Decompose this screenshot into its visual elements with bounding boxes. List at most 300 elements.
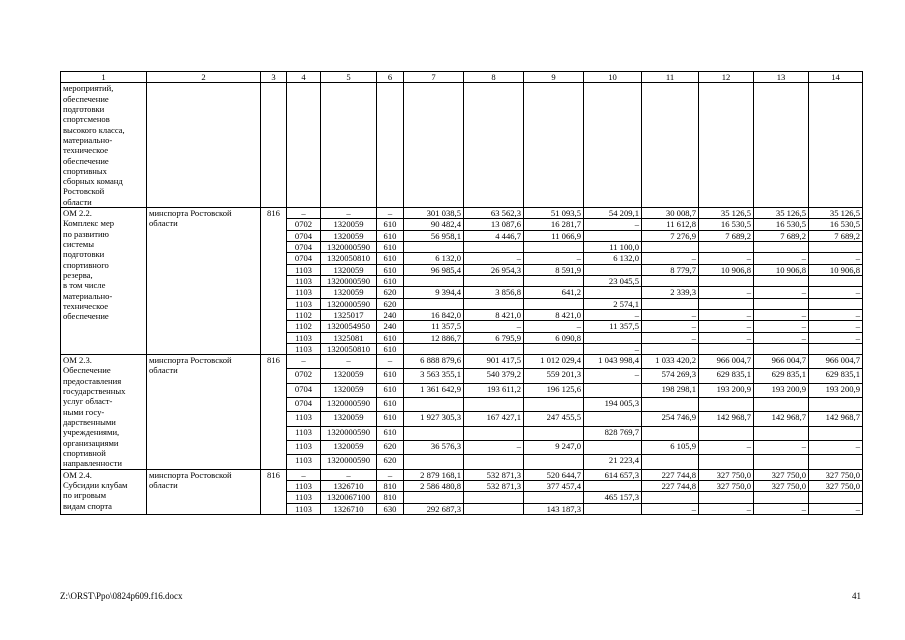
- table-cell: 610: [377, 332, 404, 343]
- measure-title-line: услуг област-: [63, 396, 113, 407]
- table-cell: –: [699, 332, 754, 343]
- table-cell: –: [377, 355, 404, 369]
- table-cell: 254 746,9: [642, 412, 699, 426]
- table-cell: 1325017: [321, 309, 377, 320]
- table-cell: –: [699, 309, 754, 320]
- table-cell: [809, 398, 863, 412]
- table-cell: 1320000590: [321, 426, 377, 440]
- table-cell: 9 394,4: [404, 287, 464, 298]
- table-cell: 3 563 355,1: [404, 369, 464, 383]
- table-cell: 1320054950: [321, 321, 377, 332]
- table-cell: –: [699, 440, 754, 454]
- header-cell: 9: [524, 72, 584, 83]
- empty-cell: [524, 83, 584, 208]
- table-cell: [809, 242, 863, 253]
- table-cell: [754, 242, 809, 253]
- table-cell: 12 886,7: [404, 332, 464, 343]
- table-cell: [754, 492, 809, 503]
- table-cell: [699, 426, 754, 440]
- grbs-code-cell: 816: [261, 208, 287, 355]
- table-cell: 629 835,1: [809, 369, 863, 383]
- table-cell: 11 357,5: [404, 321, 464, 332]
- table-cell: 1326710: [321, 480, 377, 491]
- table-cell: [809, 426, 863, 440]
- header-cell: 2: [147, 72, 261, 83]
- table-cell: 301 038,5: [404, 208, 464, 219]
- table-cell: 1320000590: [321, 275, 377, 286]
- table-cell: [464, 398, 524, 412]
- table-cell: 6 795,9: [464, 332, 524, 343]
- table-cell: 1320000590: [321, 455, 377, 469]
- table-cell: 1103: [287, 287, 321, 298]
- table-cell: 30 008,7: [642, 208, 699, 219]
- table-cell: 51 093,5: [524, 208, 584, 219]
- table-cell: [584, 412, 642, 426]
- table-cell: [524, 242, 584, 253]
- table-cell: –: [642, 321, 699, 332]
- table-cell: 2 574,1: [584, 298, 642, 309]
- table-cell: 327 750,0: [754, 469, 809, 480]
- table-cell: 610: [377, 275, 404, 286]
- table-cell: [524, 426, 584, 440]
- header-cell: 12: [699, 72, 754, 83]
- table-cell: –: [584, 343, 642, 354]
- header-cell: 14: [809, 72, 863, 83]
- table-row: [61, 83, 863, 208]
- table-cell: 532 871,3: [464, 469, 524, 480]
- measure-title-line: сборных команд: [63, 176, 123, 187]
- table-cell: 3 856,8: [464, 287, 524, 298]
- table-cell: 629 835,1: [754, 369, 809, 383]
- table-cell: –: [754, 332, 809, 343]
- measure-title-line: подготовки: [63, 249, 105, 260]
- header-cell: 3: [261, 72, 287, 83]
- table-cell: 194 005,3: [584, 398, 642, 412]
- table-cell: –: [524, 253, 584, 264]
- table-cell: 610: [377, 264, 404, 275]
- table-cell: –: [754, 440, 809, 454]
- table-cell: 4 446,7: [464, 230, 524, 241]
- table-cell: 96 985,4: [404, 264, 464, 275]
- table-row: [61, 208, 863, 219]
- table-cell: [699, 275, 754, 286]
- table-cell: 1320000590: [321, 398, 377, 412]
- table-cell: [584, 332, 642, 343]
- table-cell: [404, 455, 464, 469]
- table-cell: –: [584, 219, 642, 230]
- table-cell: –: [464, 253, 524, 264]
- table-cell: –: [584, 369, 642, 383]
- table-cell: 11 100,0: [584, 242, 642, 253]
- measure-title-line: техническое: [63, 300, 109, 311]
- measure-title-line: по игровым: [63, 490, 107, 501]
- grbs-code-cell: 816: [261, 355, 287, 469]
- table-cell: 198 298,1: [642, 383, 699, 397]
- table-cell: 610: [377, 253, 404, 264]
- table-cell: 532 871,3: [464, 480, 524, 491]
- table-cell: [754, 298, 809, 309]
- table-cell: [642, 398, 699, 412]
- table-cell: 56 958,1: [404, 230, 464, 241]
- table-cell: [464, 492, 524, 503]
- table-cell: 1320059: [321, 369, 377, 383]
- table-cell: 610: [377, 369, 404, 383]
- table-header: [61, 72, 863, 83]
- measure-title-line: материально-: [63, 290, 113, 301]
- table-cell: –: [642, 253, 699, 264]
- table-cell: 26 954,3: [464, 264, 524, 275]
- measure-title-line: обеспечение: [63, 93, 109, 104]
- table-cell: –: [699, 503, 754, 514]
- table-cell: –: [754, 253, 809, 264]
- table-cell: 1103: [287, 503, 321, 514]
- measure-title-line: Субсидии клубам: [63, 479, 128, 490]
- table-cell: 1320000590: [321, 242, 377, 253]
- table-cell: 629 835,1: [699, 369, 754, 383]
- table-cell: 16 530,5: [699, 219, 754, 230]
- table-cell: –: [642, 309, 699, 320]
- measure-title-line: материально-: [63, 134, 113, 145]
- table-cell: [464, 298, 524, 309]
- table-cell: 16 530,5: [809, 219, 863, 230]
- table-cell: 0702: [287, 219, 321, 230]
- table-cell: 1320059: [321, 264, 377, 275]
- table-cell: 23 045,5: [584, 275, 642, 286]
- table-cell: 1103: [287, 298, 321, 309]
- measure-title-cell: [61, 469, 147, 514]
- table-cell: 1 033 420,2: [642, 355, 699, 369]
- table-cell: 1 927 305,3: [404, 412, 464, 426]
- table-cell: 11 357,5: [584, 321, 642, 332]
- table-cell: [699, 492, 754, 503]
- table-cell: 7 689,2: [809, 230, 863, 241]
- header-cell: 8: [464, 72, 524, 83]
- table-cell: 901 417,5: [464, 355, 524, 369]
- table-cell: 1320050810: [321, 253, 377, 264]
- table-cell: 1320059: [321, 230, 377, 241]
- table-cell: 8 421,0: [464, 309, 524, 320]
- table-cell: 142 968,7: [809, 412, 863, 426]
- table-cell: 966 004,7: [754, 355, 809, 369]
- table-cell: 90 482,4: [404, 219, 464, 230]
- table-body: [61, 83, 863, 515]
- table-cell: –: [809, 309, 863, 320]
- measure-title-line: Обеспечение: [63, 365, 111, 376]
- table-cell: 1103: [287, 343, 321, 354]
- header-cell: 4: [287, 72, 321, 83]
- measure-title-line: спортивных: [63, 165, 107, 176]
- table-cell: 6 132,0: [584, 253, 642, 264]
- table-cell: –: [642, 503, 699, 514]
- table-cell: –: [584, 309, 642, 320]
- table-cell: 227 744,8: [642, 480, 699, 491]
- header-cell: 1: [61, 72, 147, 83]
- table-cell: –: [809, 321, 863, 332]
- table-cell: [699, 398, 754, 412]
- table-cell: [524, 275, 584, 286]
- table-cell: [754, 275, 809, 286]
- measure-title-line: в том числе: [63, 280, 106, 291]
- table-cell: 13 087,6: [464, 219, 524, 230]
- executor-cell: минспорта Ростовской области: [147, 355, 261, 469]
- table-cell: [809, 275, 863, 286]
- table-cell: 1325081: [321, 332, 377, 343]
- table-cell: [754, 426, 809, 440]
- measure-title-line: видам спорта: [63, 500, 112, 511]
- header-cell: 5: [321, 72, 377, 83]
- table-cell: [699, 455, 754, 469]
- table-cell: [464, 426, 524, 440]
- table-cell: 610: [377, 343, 404, 354]
- table-cell: –: [699, 253, 754, 264]
- table-cell: –: [754, 309, 809, 320]
- table-cell: 1103: [287, 426, 321, 440]
- table-cell: –: [809, 503, 863, 514]
- table-cell: 610: [377, 412, 404, 426]
- table-cell: [809, 343, 863, 354]
- table-cell: 2 586 480,8: [404, 480, 464, 491]
- table-cell: 193 200,9: [754, 383, 809, 397]
- table-cell: [404, 426, 464, 440]
- header-cell: 13: [754, 72, 809, 83]
- table-cell: [809, 492, 863, 503]
- table-cell: 7 689,2: [699, 230, 754, 241]
- table-cell: [524, 298, 584, 309]
- table-cell: 247 455,5: [524, 412, 584, 426]
- table-cell: 610: [377, 426, 404, 440]
- table-cell: 610: [377, 242, 404, 253]
- table-cell: 377 457,4: [524, 480, 584, 491]
- measure-title-cell: [61, 355, 147, 469]
- measure-title-line: организациями: [63, 437, 119, 448]
- table-cell: [584, 287, 642, 298]
- table-cell: 21 223,4: [584, 455, 642, 469]
- table-cell: [404, 298, 464, 309]
- table-cell: 6 132,0: [404, 253, 464, 264]
- table-cell: 620: [377, 298, 404, 309]
- measure-title-line: обеспечение: [63, 155, 109, 166]
- table-cell: 292 687,3: [404, 503, 464, 514]
- table-cell: –: [754, 321, 809, 332]
- measure-title-line: Ростовской: [63, 186, 105, 197]
- table-cell: 7 689,2: [754, 230, 809, 241]
- table-cell: [642, 426, 699, 440]
- table-cell: [642, 343, 699, 354]
- table-cell: 11 066,9: [524, 230, 584, 241]
- footer-file-path: Z:\ORST\Ppo\0824p609.f16.docx: [60, 591, 183, 601]
- table-cell: 16 842,0: [404, 309, 464, 320]
- table-cell: 966 004,7: [699, 355, 754, 369]
- table-cell: –: [321, 208, 377, 219]
- table-cell: [754, 398, 809, 412]
- measure-title-line: области: [63, 196, 92, 207]
- header-cell: 7: [404, 72, 464, 83]
- header-cell: 6: [377, 72, 404, 83]
- table-cell: –: [464, 321, 524, 332]
- empty-cell: [404, 83, 464, 208]
- table-cell: [642, 242, 699, 253]
- table-cell: [584, 503, 642, 514]
- table-cell: 0704: [287, 398, 321, 412]
- table-cell: 1103: [287, 332, 321, 343]
- measure-title-line: предоставления: [63, 375, 122, 386]
- table-cell: 10 906,8: [809, 264, 863, 275]
- table-cell: 1320000590: [321, 298, 377, 309]
- empty-cell: [377, 83, 404, 208]
- table-cell: 1320067100: [321, 492, 377, 503]
- table-cell: 1103: [287, 440, 321, 454]
- measure-title-line: ОМ 2.4.: [63, 469, 92, 480]
- table-cell: 520 644,7: [524, 469, 584, 480]
- measure-title-line: техническое: [63, 145, 109, 156]
- measure-title-line: обеспечение: [63, 311, 109, 322]
- table-cell: –: [287, 355, 321, 369]
- table-cell: 574 269,3: [642, 369, 699, 383]
- table-cell: 8 779,7: [642, 264, 699, 275]
- table-cell: 1103: [287, 480, 321, 491]
- table-cell: 2 879 168,1: [404, 469, 464, 480]
- table-cell: 2 339,3: [642, 287, 699, 298]
- table-cell: –: [809, 440, 863, 454]
- table-cell: 9 247,0: [524, 440, 584, 454]
- table-cell: [754, 455, 809, 469]
- table-cell: –: [699, 287, 754, 298]
- table-cell: [464, 343, 524, 354]
- table-cell: 327 750,0: [699, 480, 754, 491]
- table-cell: 559 201,3: [524, 369, 584, 383]
- table-row: [61, 469, 863, 480]
- table-cell: [809, 455, 863, 469]
- table-cell: 143 187,3: [524, 503, 584, 514]
- table-cell: 1320059: [321, 287, 377, 298]
- table-cell: –: [377, 208, 404, 219]
- table-cell: 196 125,6: [524, 383, 584, 397]
- executor-cell: минспорта Ростовской области: [147, 469, 261, 514]
- table-cell: [524, 455, 584, 469]
- table-cell: [584, 480, 642, 491]
- table-cell: 1 043 998,4: [584, 355, 642, 369]
- table-cell: 1102: [287, 321, 321, 332]
- table-cell: 327 750,0: [809, 480, 863, 491]
- table-cell: 167 427,1: [464, 412, 524, 426]
- table-cell: –: [287, 208, 321, 219]
- table-cell: [584, 383, 642, 397]
- table-cell: –: [754, 287, 809, 298]
- measure-title-line: ОМ 2.3.: [63, 355, 92, 366]
- table-cell: 6 090,8: [524, 332, 584, 343]
- table-cell: 610: [377, 219, 404, 230]
- table-cell: 6 888 879,6: [404, 355, 464, 369]
- table-cell: 641,2: [524, 287, 584, 298]
- grbs-code-cell: 816: [261, 469, 287, 514]
- table-cell: 327 750,0: [699, 469, 754, 480]
- table-cell: 540 379,2: [464, 369, 524, 383]
- table-cell: 10 906,8: [754, 264, 809, 275]
- budget-table: [60, 71, 863, 515]
- empty-cell: [287, 83, 321, 208]
- measure-title-line: спортсменов: [63, 114, 110, 125]
- table-cell: [642, 492, 699, 503]
- footer-page-number: 41: [852, 591, 861, 601]
- table-cell: 966 004,7: [809, 355, 863, 369]
- table-cell: 610: [377, 230, 404, 241]
- table-cell: [404, 398, 464, 412]
- table-cell: –: [699, 321, 754, 332]
- table-cell: 36 576,3: [404, 440, 464, 454]
- table-cell: [584, 264, 642, 275]
- empty-cell: [147, 83, 261, 208]
- empty-cell: [809, 83, 863, 208]
- measure-title-line: ными госу-: [63, 406, 105, 417]
- table-cell: 16 281,7: [524, 219, 584, 230]
- measure-title-line: государственных: [63, 386, 126, 397]
- measure-title-line: высокого класса,: [63, 124, 125, 135]
- table-cell: 630: [377, 503, 404, 514]
- measure-title-cell: [61, 83, 147, 208]
- table-cell: 828 769,7: [584, 426, 642, 440]
- table-cell: 0702: [287, 369, 321, 383]
- table-cell: 11 612,8: [642, 219, 699, 230]
- empty-cell: [261, 83, 287, 208]
- table-cell: 142 968,7: [699, 412, 754, 426]
- table-cell: 240: [377, 321, 404, 332]
- empty-cell: [754, 83, 809, 208]
- table-cell: [404, 275, 464, 286]
- table-cell: [584, 230, 642, 241]
- measure-title-line: системы: [63, 239, 95, 249]
- table-cell: 610: [377, 398, 404, 412]
- empty-cell: [321, 83, 377, 208]
- table-cell: 327 750,0: [754, 480, 809, 491]
- table-cell: 142 968,7: [754, 412, 809, 426]
- table-cell: 0704: [287, 230, 321, 241]
- measure-title-line: резерва,: [63, 269, 93, 280]
- table-cell: 610: [377, 383, 404, 397]
- measure-title-line: дарственными: [63, 417, 116, 427]
- table-cell: –: [287, 469, 321, 480]
- table-cell: 63 562,3: [464, 208, 524, 219]
- table-cell: 1 012 029,4: [524, 355, 584, 369]
- measure-title-cell: [61, 208, 147, 355]
- table-cell: –: [377, 469, 404, 480]
- measure-title-line: спортивной: [63, 447, 106, 458]
- table-cell: [464, 242, 524, 253]
- table-cell: 1103: [287, 492, 321, 503]
- table-cell: 35 126,5: [754, 208, 809, 219]
- table-cell: [404, 242, 464, 253]
- table-cell: –: [754, 503, 809, 514]
- table-cell: 16 530,5: [754, 219, 809, 230]
- empty-cell: [584, 83, 642, 208]
- table-cell: –: [642, 332, 699, 343]
- table-cell: 614 657,3: [584, 469, 642, 480]
- table-cell: 0704: [287, 242, 321, 253]
- table-cell: [404, 343, 464, 354]
- table-cell: 1102: [287, 309, 321, 320]
- table-cell: 810: [377, 492, 404, 503]
- header-cell: 11: [642, 72, 699, 83]
- table-cell: 1103: [287, 264, 321, 275]
- measure-title-line: подготовки: [63, 103, 105, 114]
- table-cell: –: [524, 321, 584, 332]
- table-cell: 1103: [287, 412, 321, 426]
- measure-title-line: ОМ 2.2.: [63, 208, 92, 219]
- table-cell: [642, 275, 699, 286]
- table-cell: 620: [377, 455, 404, 469]
- empty-cell: [699, 83, 754, 208]
- table-cell: [584, 440, 642, 454]
- table-cell: 1320059: [321, 412, 377, 426]
